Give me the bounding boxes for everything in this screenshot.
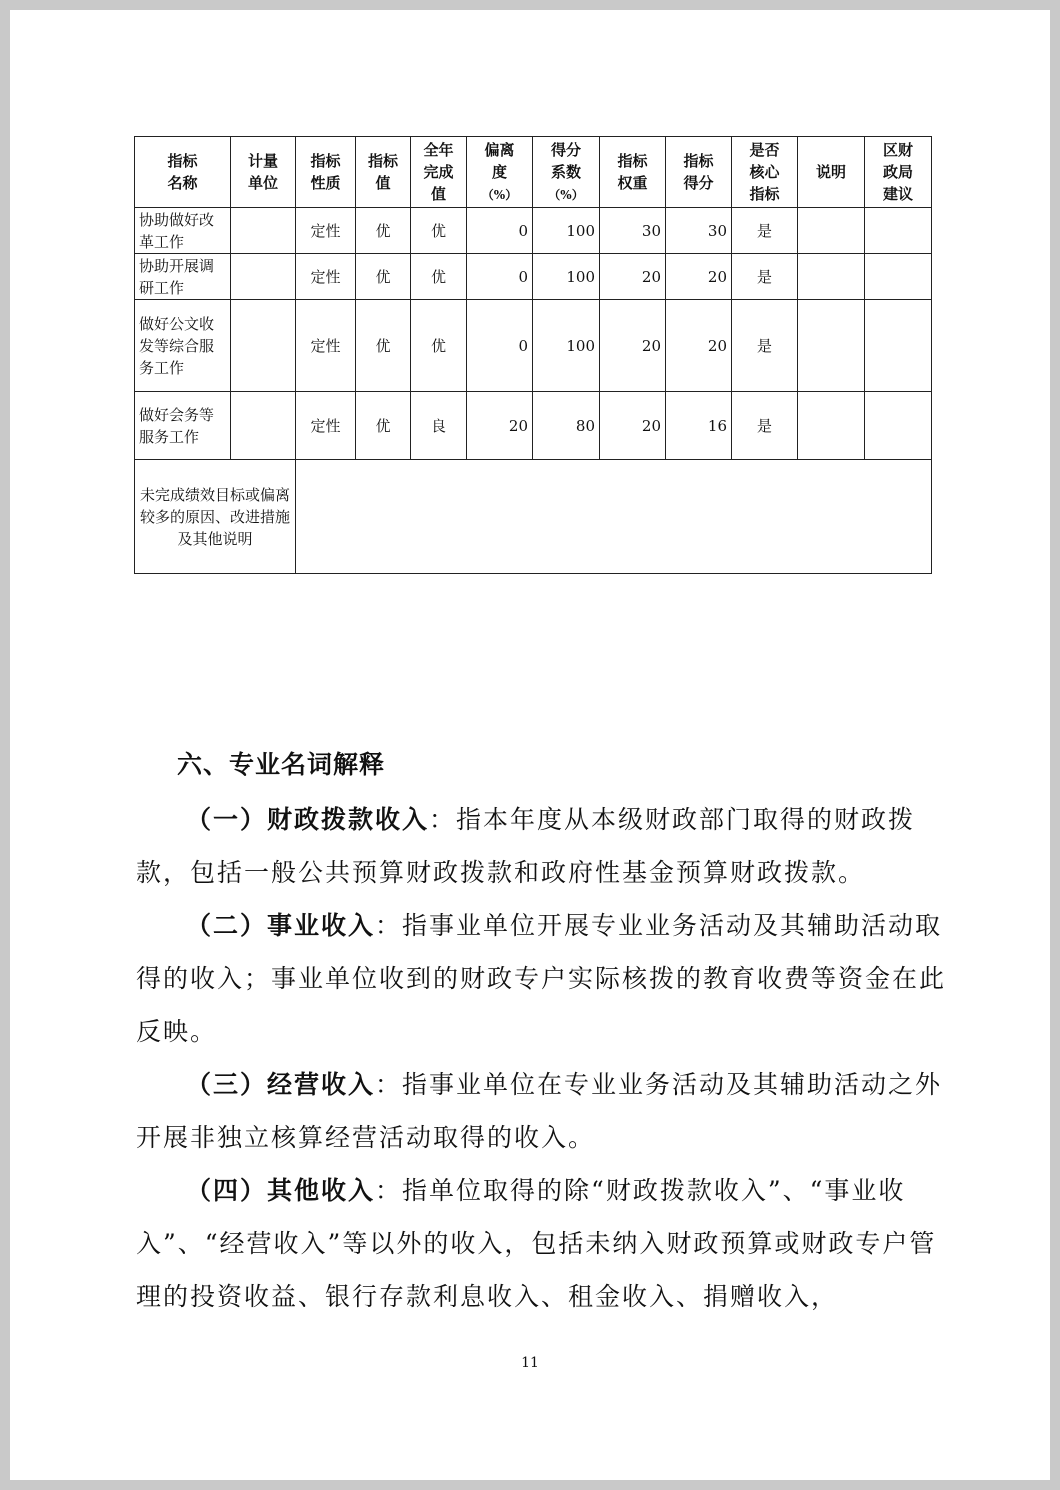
definition-paragraph: （四）其他收入：指单位取得的除“财政拨款收入”、“事业收入”、“经营收入”等以外的收入，包括未纳入财政预算或财政专户管理的投资收益、银行存款利息收入、租金收入、捐赠收入， xyxy=(136,1176,937,1311)
table-row xyxy=(135,392,932,460)
score-cell: 16 xyxy=(666,392,732,460)
table-header-row xyxy=(135,137,932,208)
unit-cell xyxy=(231,392,296,460)
indicator-name: 协助开展调研工作 xyxy=(135,254,231,300)
performance-indicator-table xyxy=(134,136,932,574)
deviation-cell: 0 xyxy=(467,208,533,254)
coefficient-cell: 100 xyxy=(533,254,600,300)
definition-paragraph: （一）财政拨款收入：指本年度从本级财政部门取得的财政拨款，包括一般公共预算财政拨款和政府性基金预算财政拨款。 xyxy=(136,805,916,887)
nature-cell: 定性 xyxy=(296,392,356,460)
actual-cell: 良 xyxy=(411,392,467,460)
definition-term: （四）其他收入 xyxy=(186,1176,376,1205)
table-row xyxy=(135,208,932,254)
remark-row xyxy=(135,460,932,574)
definition-term: （三）经营收入 xyxy=(186,1070,376,1099)
header-indicator-name: 指标 名称 xyxy=(135,137,231,208)
coefficient-cell: 80 xyxy=(533,392,600,460)
header-actual-value: 全年 完成 值 xyxy=(411,137,467,208)
nature-cell: 定性 xyxy=(296,208,356,254)
header-deviation: 偏离 度 （%） xyxy=(467,137,533,208)
target-cell: 优 xyxy=(356,208,411,254)
table-row xyxy=(135,300,932,392)
core-cell: 是 xyxy=(732,208,798,254)
weight-cell: 20 xyxy=(600,300,666,392)
target-cell: 优 xyxy=(356,254,411,300)
header-unit: 计量 单位 xyxy=(231,137,296,208)
definition-text: 指事业单位开展专业业务活动及其辅助活动取得的收入；事业单位收到的财政专户实际核拨的教育收费等资金在此反映。 xyxy=(136,911,947,1046)
actual-cell: 优 xyxy=(411,300,467,392)
header-score-coefficient: 得分 系数 （%） xyxy=(533,137,600,208)
score-cell: 30 xyxy=(666,208,732,254)
indicator-name: 做好公文收发等综合服务工作 xyxy=(135,300,231,392)
advice-cell xyxy=(865,300,932,392)
term-definitions xyxy=(136,793,951,1323)
note-cell xyxy=(798,208,865,254)
header-is-core: 是否 核心 指标 xyxy=(732,137,798,208)
note-cell xyxy=(798,392,865,460)
definition-paragraph: （二）事业收入：指事业单位开展专业业务活动及其辅助活动取得的收入；事业单位收到的财政专户实际核拨的教育收费等资金在此反映。 xyxy=(136,911,947,1046)
deviation-cell: 0 xyxy=(467,254,533,300)
header-target-value: 指标 值 xyxy=(356,137,411,208)
actual-cell: 优 xyxy=(411,254,467,300)
definition-term: （一）财政拨款收入 xyxy=(186,805,430,834)
advice-cell xyxy=(865,392,932,460)
core-cell: 是 xyxy=(732,300,798,392)
score-cell: 20 xyxy=(666,254,732,300)
header-score: 指标 得分 xyxy=(666,137,732,208)
note-cell xyxy=(798,300,865,392)
remark-value xyxy=(296,460,932,574)
remark-label: 未完成绩效目标或偏离较多的原因、改进措施及其他说明 xyxy=(135,460,296,574)
target-cell: 优 xyxy=(356,392,411,460)
weight-cell: 20 xyxy=(600,392,666,460)
coefficient-cell: 100 xyxy=(533,208,600,254)
table-row xyxy=(135,254,932,300)
section-heading: 六、专业名词解释 xyxy=(177,750,386,779)
actual-cell: 优 xyxy=(411,208,467,254)
header-weight: 指标 权重 xyxy=(600,137,666,208)
unit-cell xyxy=(231,208,296,254)
header-note: 说明 xyxy=(798,137,865,208)
definition-term: （二）事业收入 xyxy=(186,911,376,940)
note-cell xyxy=(798,254,865,300)
unit-cell xyxy=(231,300,296,392)
definition-paragraph: （三）经营收入：指事业单位在专业业务活动及其辅助活动之外开展非独立核算经营活动取得的收入。 xyxy=(136,1070,943,1152)
page-number: 11 xyxy=(521,1355,539,1371)
nature-cell: 定性 xyxy=(296,254,356,300)
score-cell: 20 xyxy=(666,300,732,392)
advice-cell xyxy=(865,208,932,254)
definition-text: 指本年度从本级财政部门取得的财政拨款，包括一般公共预算财政拨款和政府性基金预算财政拨款。 xyxy=(136,805,916,887)
weight-cell: 30 xyxy=(600,208,666,254)
core-cell: 是 xyxy=(732,392,798,460)
target-cell: 优 xyxy=(356,300,411,392)
weight-cell: 20 xyxy=(600,254,666,300)
definition-text: 指事业单位在专业业务活动及其辅助活动之外开展非独立核算经营活动取得的收入。 xyxy=(136,1070,943,1152)
header-finance-advice: 区财 政局 建议 xyxy=(865,137,932,208)
unit-cell xyxy=(231,254,296,300)
indicator-name: 做好会务等服务工作 xyxy=(135,392,231,460)
header-nature: 指标 性质 xyxy=(296,137,356,208)
definition-text: 指单位取得的除“财政拨款收入”、“事业收入”、“经营收入”等以外的收入，包括未纳入财政预算或财政专户管理的投资收益、银行存款利息收入、租金收入、捐赠收入， xyxy=(136,1176,937,1311)
core-cell: 是 xyxy=(732,254,798,300)
document-page xyxy=(10,10,1050,1480)
nature-cell: 定性 xyxy=(296,300,356,392)
indicator-name: 协助做好改革工作 xyxy=(135,208,231,254)
deviation-cell: 20 xyxy=(467,392,533,460)
coefficient-cell: 100 xyxy=(533,300,600,392)
advice-cell xyxy=(865,254,932,300)
deviation-cell: 0 xyxy=(467,300,533,392)
